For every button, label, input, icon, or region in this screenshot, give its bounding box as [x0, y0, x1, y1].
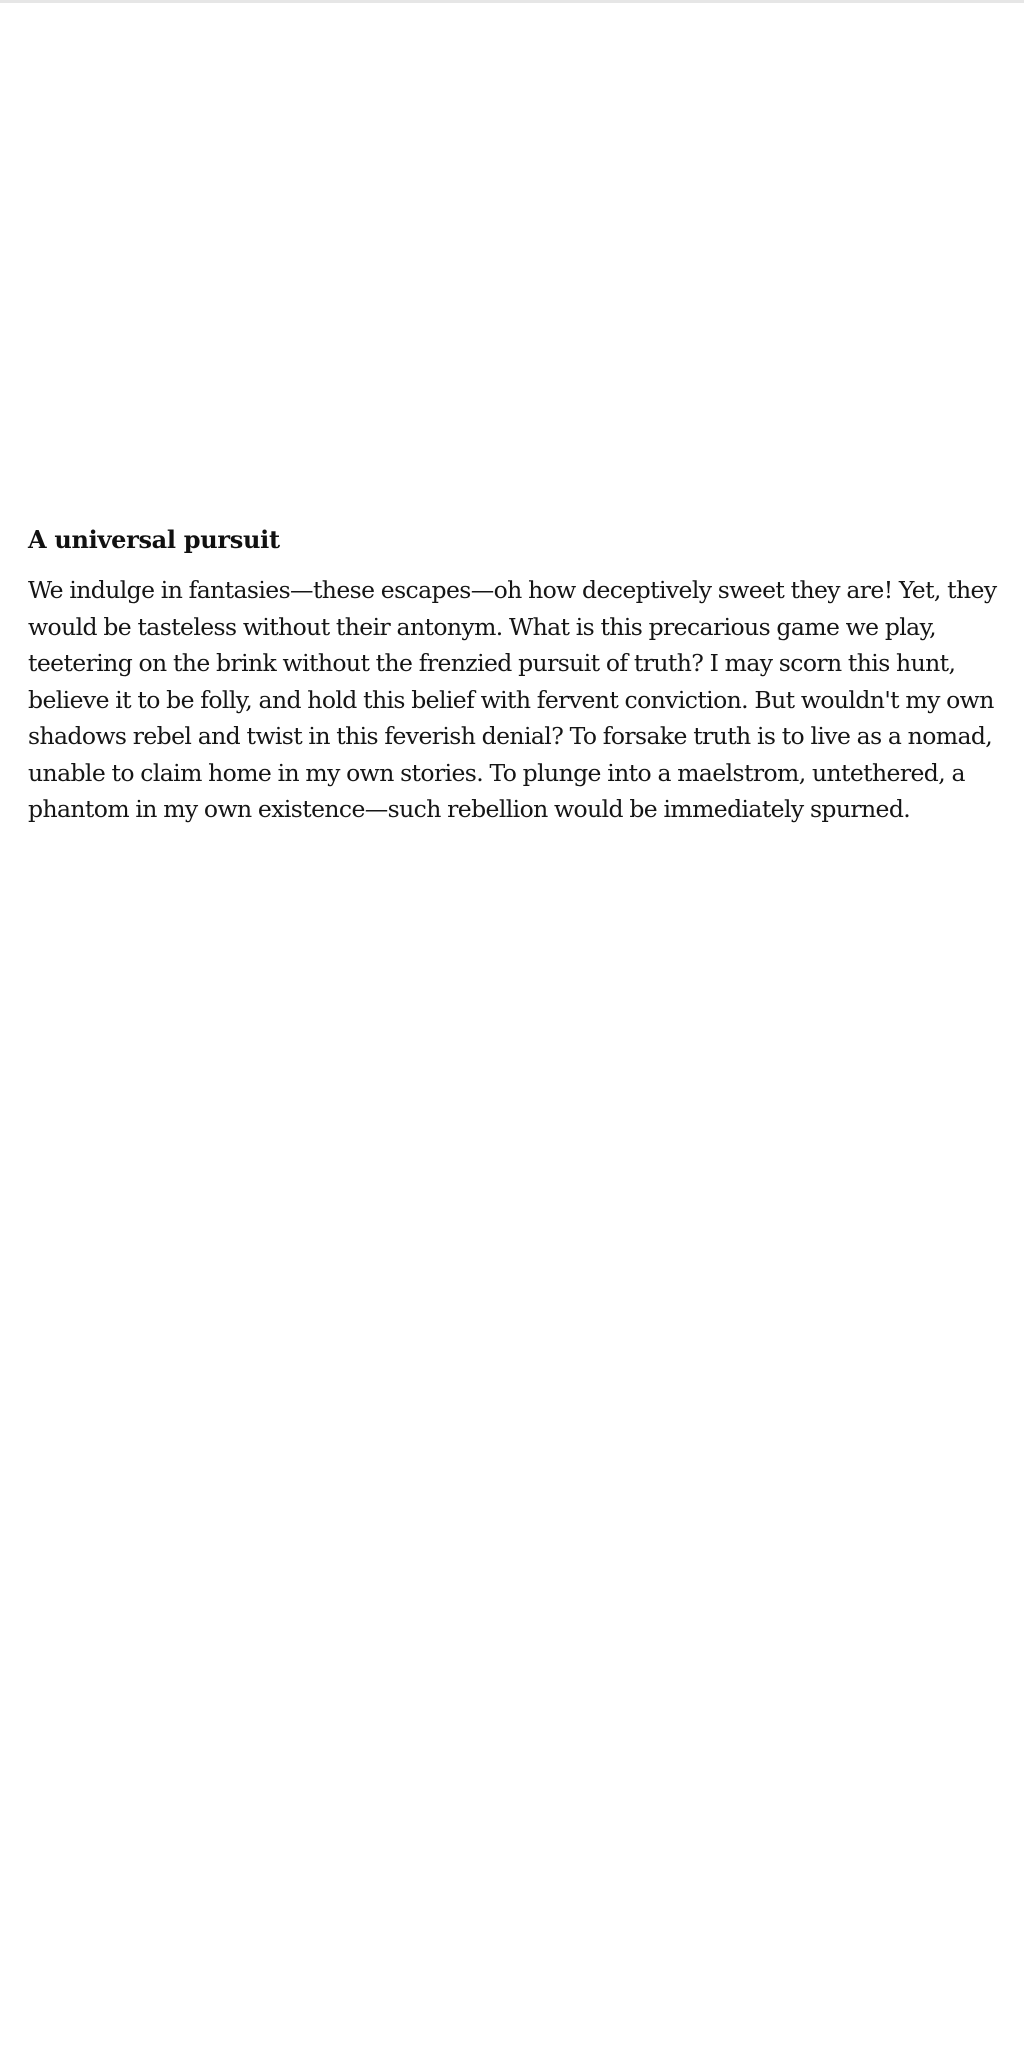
- article-title: A universal pursuit: [28, 525, 280, 554]
- article-body: We indulge in fantasies—these escapes—oh how deceptively sweet they are! Yet, they would be tasteless without their antonym. What is this precarious game we play, teetering on the brink without the frenzied pursuit of truth? I may scorn this hunt, believe it to be folly, and hold this belief with fervent conviction. But wouldn't my own shadows rebel and twist in this feverish denial? To forsake truth is to live as a nomad, unable to claim home in my own stories. To plunge into a maelstrom, untethered, a phantom in my own existence—such rebellion would be immediately spurned.: [28, 576, 997, 823]
- top-divider: [0, 0, 1024, 3]
- article-section: [28, 520, 1018, 828]
